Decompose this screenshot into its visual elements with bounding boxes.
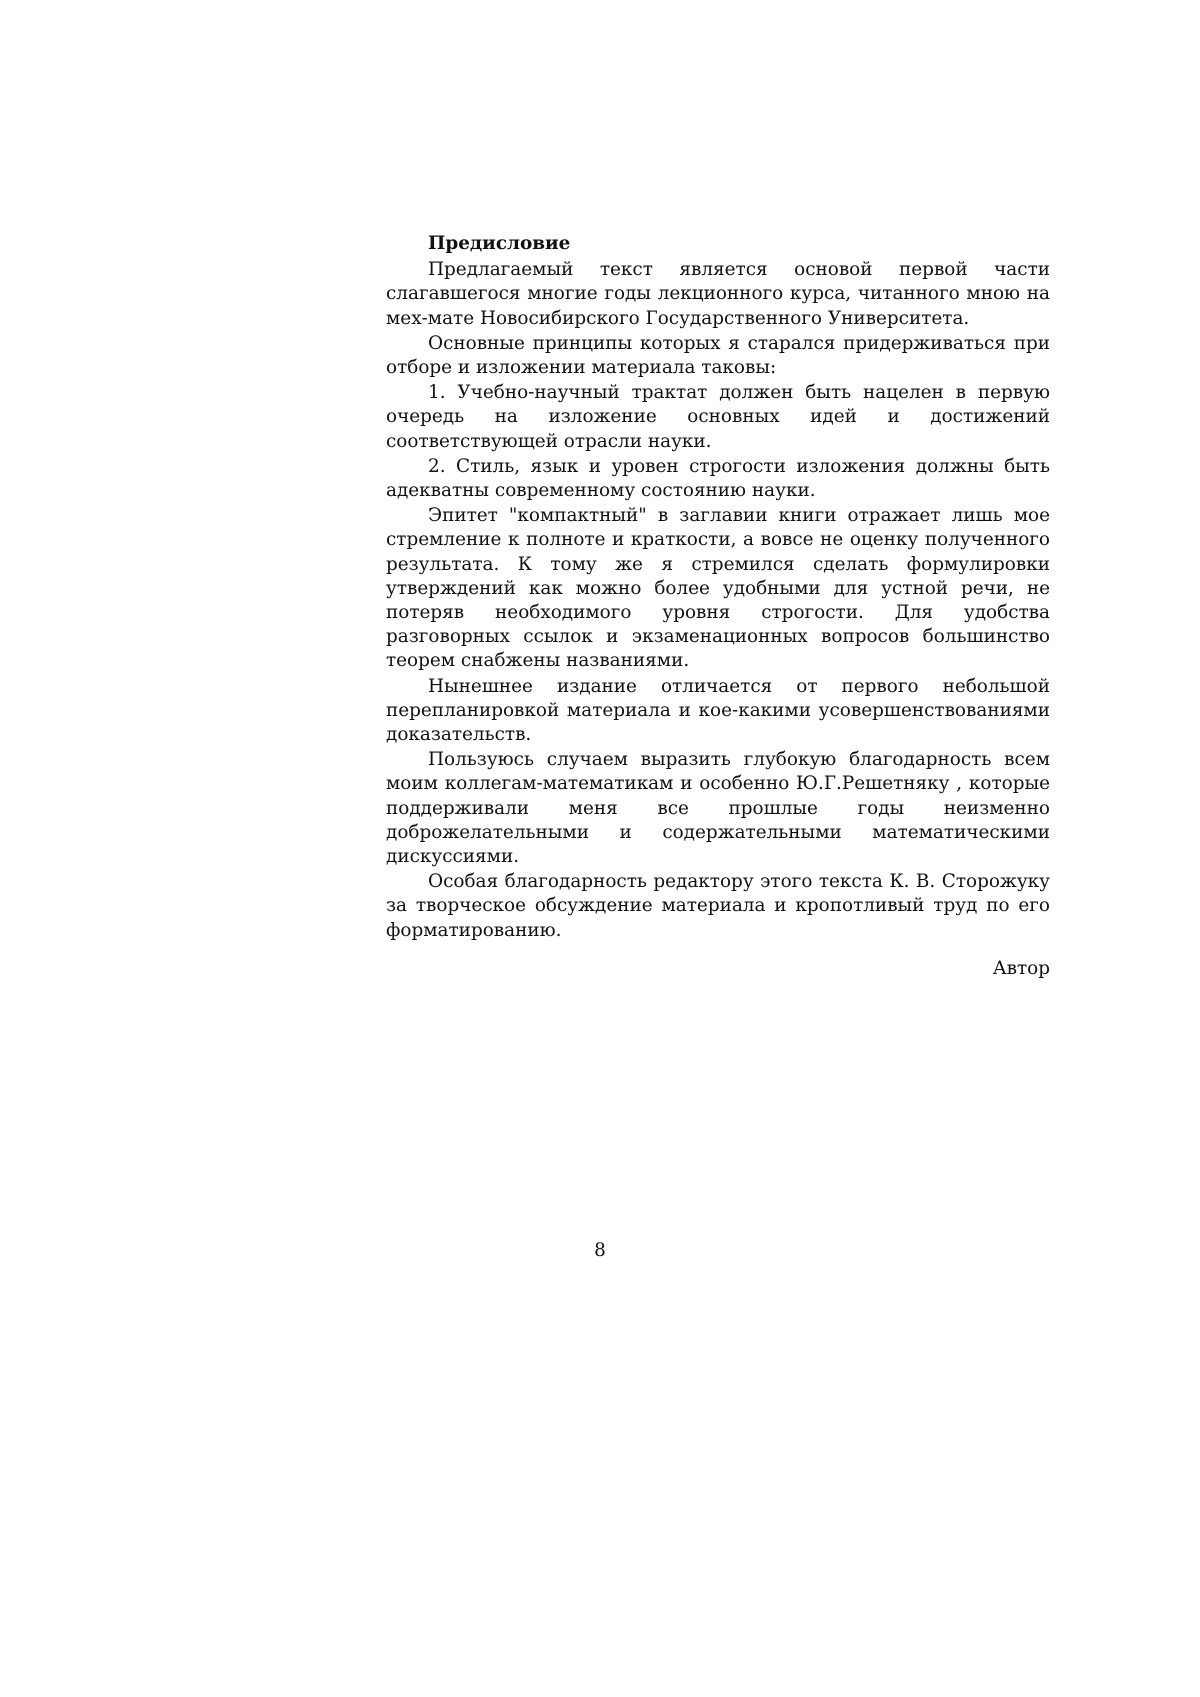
paragraph-editor-thanks: Особая благодарность редактору этого текста К. В. Сторожуку за творческое обсуждение материала и кропотливый труд по его форматированию. bbox=[386, 871, 1050, 941]
preface-text-block bbox=[386, 232, 1050, 981]
page-number: 8 bbox=[594, 1240, 606, 1261]
author-signature: Автор bbox=[992, 957, 1050, 979]
paragraph-edition: Нынешнее издание отличается от первого небольшой перепланировкой материала и кое-какими усовершенствованиями доказательств. bbox=[386, 675, 1050, 746]
paragraph-principle-2: 2. Стиль, язык и уровен строгости изложения должны быть адекватны современному состоянию науки. bbox=[386, 455, 1050, 502]
paragraph-intro: Предлагаемый текст является основой первой части слагавшегося многие годы лекционного курса, читанного мною на мех-мате Новосибирского Государственного Университета. bbox=[386, 259, 1050, 329]
paragraph-principles: Основные принципы которых я старался придерживаться при отборе и изложении материала таковы: bbox=[386, 332, 1050, 379]
paragraph-gratitude: Пользуюсь случаем выразить глубокую благодарность всем моим коллегам-математикам и особенно Ю.Г.Решетняку , которые поддерживали меня все прошлые годы неизменно доброжелательными и содержательными математическими дискуссиями. bbox=[386, 749, 1050, 868]
preface-heading: Предисловие bbox=[428, 233, 571, 254]
paragraph-epithet: Эпитет "компактный" в заглавии книги отражает лишь мое стремление к полноте и краткости, а вовсе не оценку полученного результата. К тому же я стремился сделать формулировки утверждений как можно более удобными для устной речи, не потеряв необходимого уровня строгости. Для удобства разговорных ссылок и экзаменационных вопросов большинство теорем снабжены названиями. bbox=[386, 505, 1050, 672]
paragraph-principle-1: 1. Учебно-научный трактат должен быть нацелен в первую очередь на изложение основных идей и достижений соответствующей отрасли науки. bbox=[386, 382, 1050, 452]
